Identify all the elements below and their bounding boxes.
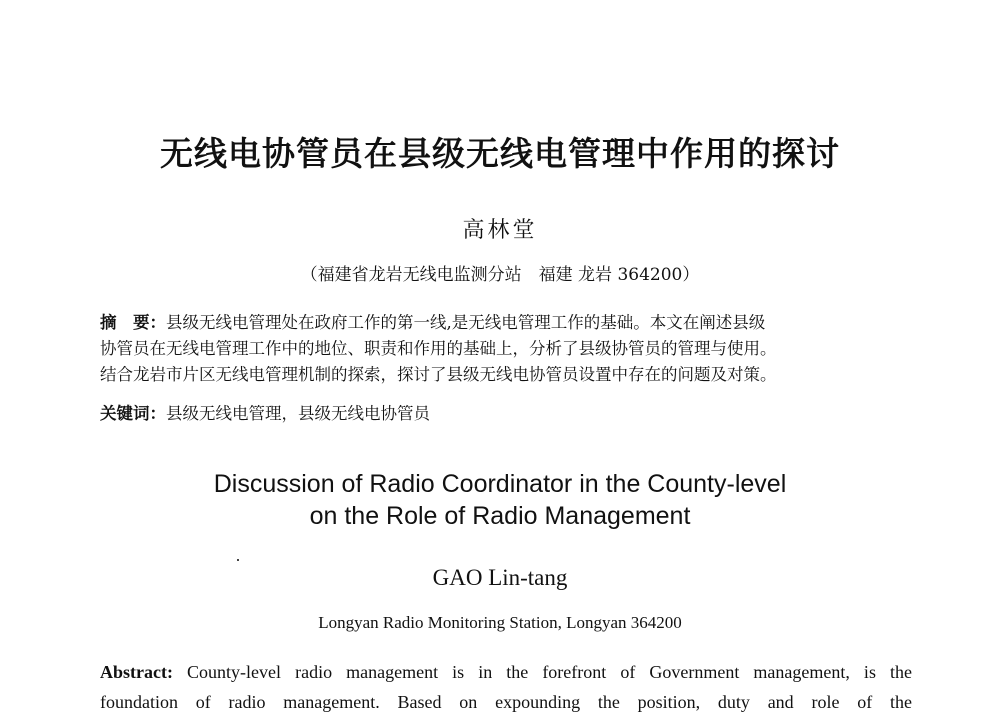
chinese-abstract bbox=[100, 310, 912, 388]
english-affiliation: Longyan Radio Monitoring Station, Longyan 364200 bbox=[318, 613, 682, 632]
english-abstract-line: foundation of radio management. Based on expounding the position, duty and role of the bbox=[100, 692, 912, 712]
chinese-abstract-line: 结合龙岩市片区无线电管理机制的探索，探讨了县级无线电协管员设置中存在的问题及对策。 bbox=[100, 365, 777, 384]
chinese-keywords bbox=[100, 401, 912, 427]
chinese-keywords-label: 关键词： bbox=[100, 404, 166, 423]
english-author: GAO Lin-tang bbox=[432, 565, 568, 590]
english-title-line: Discussion of Radio Coordinator in the County-level bbox=[213, 470, 787, 498]
english-title-line: on the Role of Radio Management bbox=[309, 502, 691, 530]
chinese-abstract-line bbox=[100, 310, 912, 336]
chinese-abstract-line: 协管员在无线电管理工作中的地位、职责和作用的基础上，分析了县级协管员的管理与使用。 bbox=[100, 339, 777, 358]
english-abstract-label: Abstract: bbox=[100, 662, 173, 682]
chinese-abstract-label: 摘 要： bbox=[100, 313, 166, 332]
english-abstract-line bbox=[100, 657, 912, 687]
english-abstract-text: County-level radio management is in the forefront of Government management, is the bbox=[187, 662, 912, 682]
chinese-keywords-text: 县级无线电管理，县级无线电协管员 bbox=[166, 404, 430, 423]
chinese-affiliation: （福建省龙岩无线电监测分站 福建 龙岩 364200） bbox=[300, 265, 700, 285]
chinese-title: 无线电协管员在县级无线电管理中作用的探讨 bbox=[160, 134, 840, 173]
english-title bbox=[0, 468, 1000, 532]
stray-mark bbox=[237, 559, 239, 561]
english-abstract bbox=[100, 657, 912, 717]
chinese-author: 高林堂 bbox=[462, 218, 538, 243]
chinese-abstract-text: 县级无线电管理处在政府工作的第一线,是无线电管理工作的基础。本文在阐述县级 bbox=[166, 313, 766, 332]
